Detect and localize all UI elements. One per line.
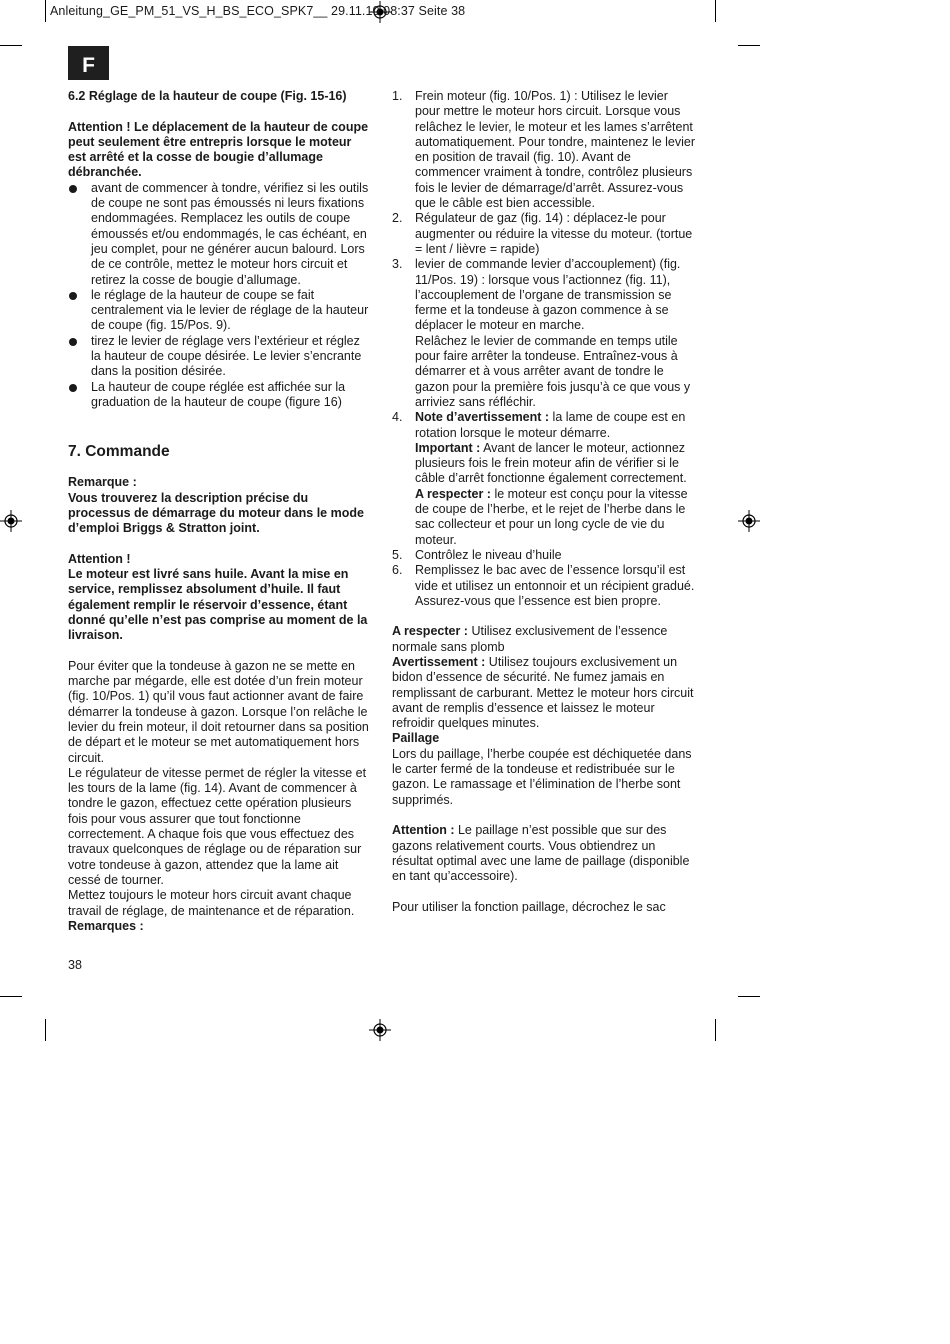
remarques-label: Remarques : [68,918,144,933]
list-item: 2. Régulateur de gaz (fig. 14) : déplacez-le pour augmenter ou réduire la vitesse du moteur. (tortue = lent / lièvre = rapide) [392,211,693,256]
language-tab: F [68,46,109,80]
remarque-text: Vous trouverez la description précise du processus de démarrage du moteur dans le mode d’emploi Briggs & Stratton joint. [68,490,364,536]
bullet-icon [69,384,77,392]
respecter-paragraph: A respecter : Utilisez exclusivement de l’essence normale sans plomb [392,624,668,654]
bullet-item: La hauteur de coupe réglée est affichée sur la graduation de la hauteur de coupe (figure 16) [68,380,370,411]
bullet-icon [69,338,77,346]
registration-mark-icon [738,510,760,532]
running-head: Anleitung_GE_PM_51_VS_H_BS_ECO_SPK7__ 29.11.10 08:37 Seite 38 [50,4,466,18]
section-6-2-title: 6.2 Réglage de la hauteur de coupe (Fig. 15-16) [68,89,347,103]
trim-mark [45,0,46,22]
avertissement-paragraph: Avertissement : Utilisez toujours exclusivement un bidon d’essence de sécurité. Ne fumez jamais en remplissant de carburant. Mettez le moteur hors circuit avant de remplis d’essence et laissez le moteur refroidir quelques minutes. [392,654,694,731]
paragraph: Pour éviter que la tondeuse à gazon ne se mette en marche par mégarde, elle est dotée d’un frein moteur (fig. 10/Pos. 1) qu’il vous faut actionner avant de faire démarrer la tondeuse à gazon. Lorsque l’on relâche le levier du frein moteur, il doit retourner dans sa position de départ et le moteur se met automatiquement hors circuit. [68,658,369,765]
list-item: 6. Remplissez le bac avec de l’essence lorsqu’il est vide et utilisez un entonnoir et un récipient gradué. Assurez-vous que l’essence est bien propre. [392,563,695,608]
registration-mark-icon [0,510,22,532]
bullet-item: tirez le levier de réglage vers l’extérieur et réglez la hauteur de coupe désirée. Le levier s’encrante dans la position désirée. [68,334,370,380]
section-6-2-attention: Attention ! Le déplacement de la hauteur de coupe peut seulement être entrepris lorsque le moteur est arrêté et la cosse de bougie d’allumage débranchée. [68,119,369,180]
trim-mark [715,1019,716,1041]
paillage-label: Paillage [392,731,440,746]
registration-mark-icon [369,1019,391,1041]
page-number: 38 [68,958,82,972]
remarque-label: Remarque : [68,475,137,490]
section-7-title: 7. Commande [68,443,170,461]
attention-text: Le moteur est livré sans huile. Avant la mise en service, remplissez absolument d’huile. Il faut également remplir le réservoir d’essence, étant donné qu’elle n’est pas comprise au moment de la livraison. [68,567,368,643]
right-column [392,89,696,915]
paragraph: Pour utiliser la fonction paillage, décrochez le sac [392,899,666,914]
left-column [68,89,370,934]
list-item: 1. Frein moteur (fig. 10/Pos. 1) : Utilisez le levier pour mettre le moteur hors circuit. Lorsque vous relâchez le levier, le moteur et les lames s’arrêtent automatiquement. Pour tondre, maintenez le levier en position de travail (fig. 10). Avant de commencer vraiment à tondre, contrôlez plusieurs fois le levier de démarrage/d’arrêt. Assurez-vous que le câble est bien accessible. [392,89,696,211]
paragraph: Le régulateur de vitesse permet de régler la vitesse et les tours de la lame (fig. 14). Avant de commencer à tondre le gazon, effectuez cette opération plusieurs fois pour vous assurer que tout fonctionne correctement. A chaque fois que vous effectuez des travaux quelconques de réglage ou de réparation sur votre tondeuse à gazon, attendez que la lame ait cessé de tourner. [68,765,367,887]
list-item: 5. Contrôlez le niveau d’huile [392,547,562,562]
attention-label: Attention ! [68,551,131,566]
bullet-item: avant de commencer à tondre, vérifiez si les outils de coupe ne sont pas émoussés ni leurs fixations endommagées. Remplacez les outils de coupe émoussés et/ou endommagés, le cas échéant, en jeu complet, pour ne générer aucun balourd. Lors de ce contrôle, mettez le moteur hors circuit et retirez la cosse de bougie d’allumage. [68,181,370,288]
attention-paragraph: Attention : Le paillage n’est possible que sur des gazons relativement courts. Vous obtiendrez un résultat optimal avec une lame de paillage (disponible en tant qu’accessoire). [392,823,690,884]
trim-mark [738,996,760,997]
trim-mark [0,45,22,46]
bullet-item: le réglage de la hauteur de coupe se fait centralement via le levier de réglage de la hauteur de coupe (fig. 15/Pos. 9). [68,288,370,334]
trim-mark [45,1019,46,1041]
trim-mark [715,0,716,22]
trim-mark [738,45,760,46]
paillage-text: Lors du paillage, l’herbe coupée est déchiquetée dans le carter fermé de la tondeuse et redistribuée sur le gazon. Le ramassage et l’élimination de l’herbe sont supprimés. [392,746,692,807]
bullet-icon [69,185,77,193]
list-item: 4. Note d’avertissement : la lame de coupe est en rotation lorsque le moteur démarre. Important : Avant de lancer le moteur, actionnez plusieurs fois le frein moteur afin de vérifier si le câble d’arrêt fonctionne également correctement. A respecter : le moteur est conçu pour la vitesse de coupe de l’herbe, et le rejet de l’herbe dans le sac collecteur et pour un long cycle de vie du moteur. [392,410,688,547]
paragraph: Mettez toujours le moteur hors circuit avant chaque travail de réglage, de maintenance et de réparation. [68,888,355,918]
bullet-icon [69,292,77,300]
list-item: 3. levier de commande levier d’accouplement) (fig. 11/Pos. 19) : lorsque vous l’actionnez (fig. 11), l’accouplement de l’organe de transmission se ferme et la tondeuse à gazon commence à se déplacer le moteur en marche. Relâchez le levier de commande en temps utile pour faire arrêter la tondeuse. Entraînez-vous à démarrer et à vous arrêter avant de tondre le gazon pour la première fois jusqu’à ce que vous y arriviez sans réfléchir. [392,257,691,409]
trim-mark [0,996,22,997]
